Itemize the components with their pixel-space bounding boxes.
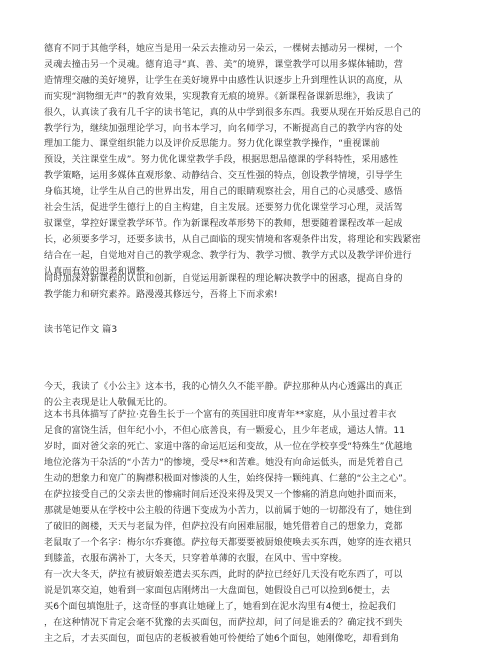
text-line: 有一次大冬天，萨拉有被厨娘差遣去买东西，此时的萨拉已经好几天没有吃东西了，可以 — [44, 570, 403, 580]
text-line: 认真而有效的思考和调整。 — [44, 266, 155, 277]
text-line: 岁时，面对爸父亲的死亡、家道中落的命运厄运和变故，从一位在学校享受“特殊生”优越地 — [44, 441, 413, 452]
text-line: 那就是她要从在学校中公主般的待遇下变成为小苦力，以前属于她的一切都没有了，她住到 — [44, 505, 412, 516]
text-line: 长，必须要多学习，还要多读书，从自己面临的现实情境和客观条件出发，将理论和实践紧密 — [44, 234, 421, 245]
text-line: 地位沦落为干杂活的“小苦力”的惨境，受尽**和苦难。她没有向命运低头，而是凭着自己 — [44, 457, 404, 468]
text-line: 德育不同于其他学科，她应当是用一朵云去推动另一朵云，一棵树去撼动另一棵树，一个 — [44, 44, 403, 54]
text-line: 身临其境，让学生从自己的世界出发，用自己的眼睛观察社会，用自己的心灵感受、感悟 — [44, 187, 403, 198]
paragraph-1 — [44, 42, 468, 281]
text-line: 生动的想象力和宽广的胸襟积极面对惨淡的人生，始终保持一颗纯真、仁慈的“公主之心”。 — [44, 473, 413, 484]
text-line: ，在这种情况下肯定会毫不犹豫的去买面包，而萨拉却，问了问是谁丢的？确定找不到失 — [44, 617, 403, 628]
text-line: 足食的富饶生活，但年纪小小，不但心底善良，有一颗爱心，且少年老成，通达人情。11 — [44, 425, 406, 436]
text-line: 灵魂去撞击另一个灵魂。德育追寻“真、善、美”的境界，课堂教学可以用多媒体辅助，营 — [44, 59, 403, 70]
text-line: 教学能力和研究素养。路漫漫其修远兮，吾将上下而求索! — [44, 289, 278, 300]
paragraph-5 — [44, 488, 468, 568]
text-line: 预设，关注课堂生成”。努力优化课堂教学手段，根据思想品德课的学科特性，采用感性 — [44, 155, 399, 166]
paragraph-2 — [44, 272, 468, 304]
text-line: 很久，认真读了我有几千字的读书笔记，真的从中学到很多东西。我要从现在开始反思自己的 — [44, 107, 421, 118]
text-line: 买6个面包填饱肚子，这奇怪的事真让她碰上了，她看到在泥水沟里有4便士，捡起我们 — [44, 601, 396, 612]
text-line: 主之后，才去买面包，面包店的老板被看她可怜便给了她6个面包，她刚像吃，却看到角 — [44, 633, 400, 644]
text-line: 的公主表现是让人敬佩无比的。 — [44, 397, 173, 408]
text-line: 造情理交融的美好境界，让学生在美好境界中由感性认识逐步上升到理性认识的高度，从 — [44, 75, 403, 86]
heading-text: 读书笔记作文 篇3 — [44, 325, 118, 335]
text-line: 理加工能力、课堂组织能力以及评价反思能力。努力优化课堂教学操作，“重视课前 — [44, 139, 380, 150]
text-line: 社会生活，促进学生德行上的自主构建，自主发展。还要努力优化课堂学习心理，灵活驾 — [44, 203, 403, 214]
text-line: 结合在一起，自觉地对自己的教学观念、教学行为、教学习惯、教学方式以及教学评价进行 — [44, 250, 412, 261]
text-line: 驭课堂，掌控好课堂教学环节。作为新课程改革形势下的教师，想要随着课程改革一起成 — [44, 218, 403, 229]
section-heading — [44, 323, 468, 339]
text-line: 了破旧的阁楼，天天与老鼠为伴，但萨拉没有向困难屈服，她凭借着自己的想象力，竟都 — [44, 521, 403, 532]
paragraph-4 — [44, 408, 468, 488]
text-line: 说是饥寒交迫，她看到一家面包店刚烤出一大盘面包，她假设自己可以捡到6便士，去 — [44, 585, 391, 596]
paragraph-6 — [44, 568, 468, 648]
text-line: 同时加深对新课程的认识和创新，自觉运用新课程的理论解决教学中的困惑，提高自身的 — [44, 274, 403, 284]
text-line: 老鼠取了一个名字：梅尔尔乔赛德。萨拉每天都要要被厨娘使唤去买东西，她穿的连衣裙只 — [44, 537, 412, 548]
text-line: 到膝盖，衣服布满补丁，大冬天，只穿着单薄的衣服，在风中、雪中穿梭。 — [44, 553, 348, 564]
text-line: 这本书具体描写了萨拉·克鲁生长于一个富有的英国驻印度青年**家庭，从小虽过着丰衣 — [44, 410, 397, 420]
text-line: 教学策略，运用多媒体直观形象、动静结合、交互性强的特点，创设教学情境，引导学生 — [44, 171, 403, 182]
text-line: 教学行为，继续加强理论学习，向书本学习，向名师学习，不断提高自己的教学内容的处 — [44, 123, 403, 134]
text-line: 今天，我读了《小公主》这本书，我的心情久久不能平静。萨拉那种从内心透露出的真正 — [44, 382, 403, 392]
text-line: 而实现“润物细无声”的教育效果，实现教育无痕的境界。《新课程备课新思维》，我读了 — [44, 91, 394, 102]
text-line: 在萨拉接受自己的父亲去世的惨痛时间后还没来得及哭又一个惨痛的消息向她扑面而来， — [44, 490, 403, 500]
